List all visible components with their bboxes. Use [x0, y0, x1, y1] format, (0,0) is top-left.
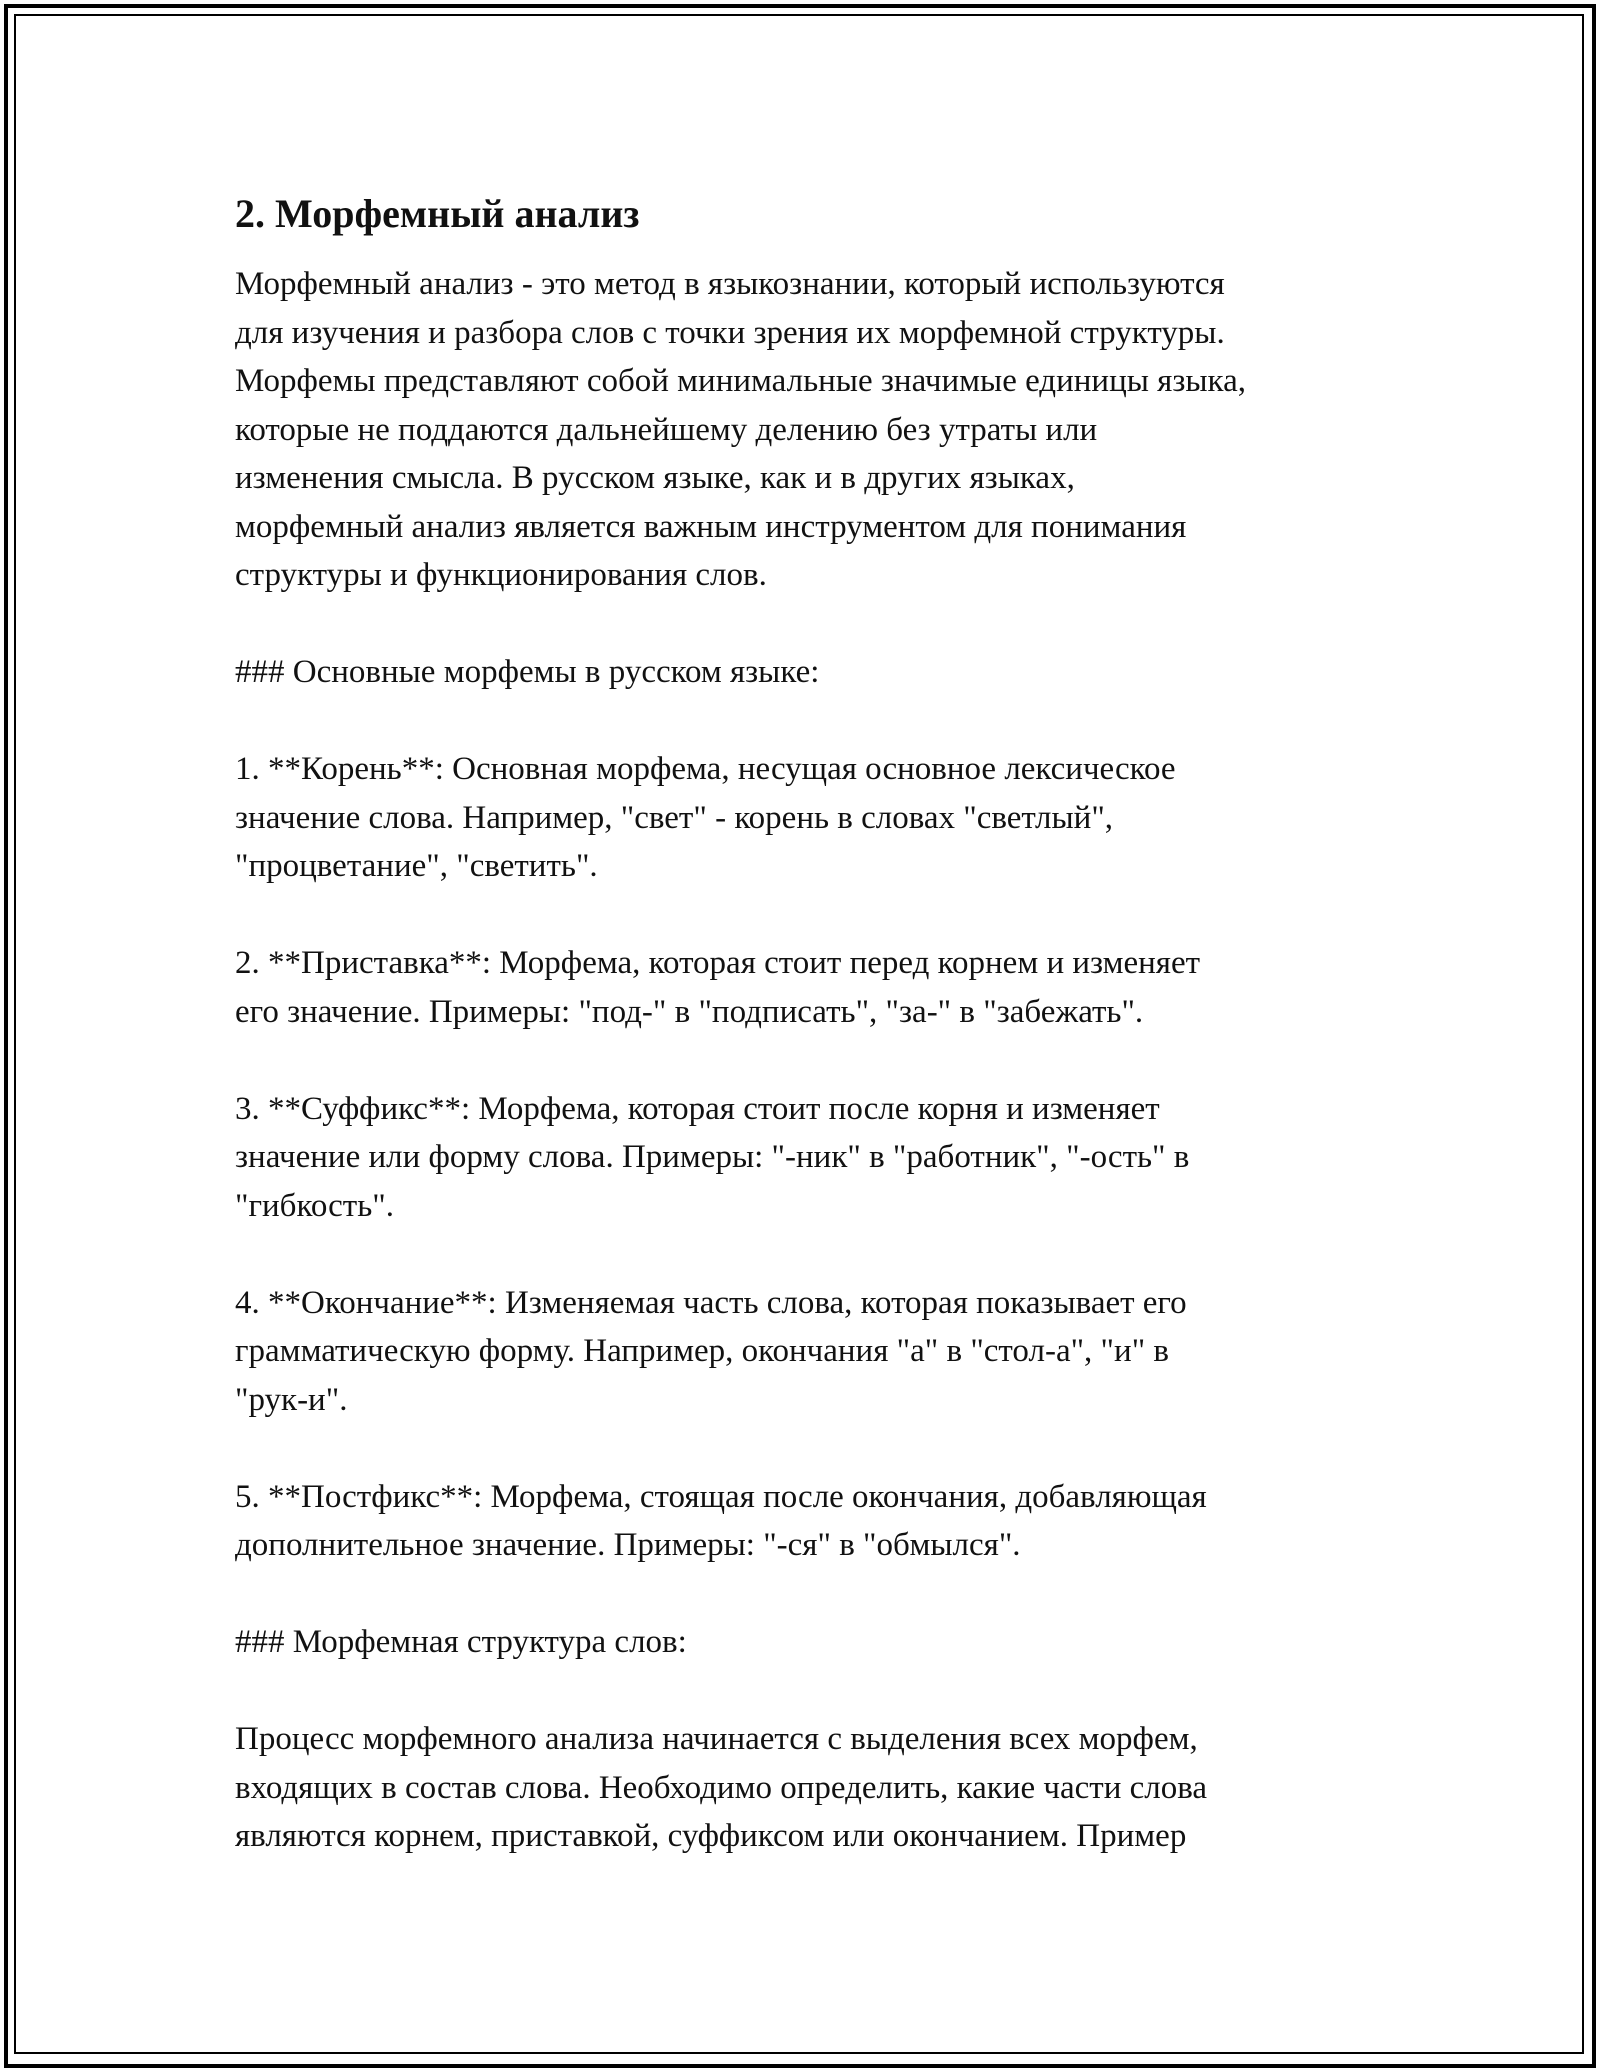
document-body: [235, 190, 1385, 1861]
text-line: "гибкость".: [235, 1187, 394, 1224]
text-line: входящих в состав слова. Необходимо определить, какие части слова: [235, 1769, 1208, 1806]
list-item-postfix: [235, 1473, 1385, 1570]
section-heading-structure: ### Морфемная структура слов:: [235, 1624, 687, 1660]
text-line: для изучения и разбора слов с точки зрения их морфемной структуры.: [235, 314, 1225, 351]
list-item-ending: [235, 1279, 1385, 1425]
list-item-root: [235, 745, 1385, 891]
closing-paragraph: [235, 1715, 1385, 1861]
list-item-suffix: [235, 1085, 1385, 1231]
text-line: Процесс морфемного анализа начинается с выделения всех морфем,: [235, 1721, 1198, 1757]
text-line: значение слова. Например, "свет" - корень в словах "светлый",: [235, 799, 1114, 836]
page-title: 2. Морфемный анализ: [235, 191, 640, 236]
text-line: изменения смысла. В русском языке, как и в других языках,: [235, 460, 1075, 496]
text-line: которые не поддаются дальнейшему делению без утраты или: [235, 411, 1098, 448]
text-line: 4. **Окончание**: Изменяемая часть слова, которая показывает его: [235, 1284, 1187, 1321]
text-line: грамматическую форму. Например, окончания "а" в "стол-а", "и" в: [235, 1333, 1169, 1369]
text-line: Морфемы представляют собой минимальные значимые единицы языка,: [235, 363, 1246, 399]
text-line: 1. **Корень**: Основная морфема, несущая основное лексическое: [235, 751, 1176, 787]
text-line: 3. **Суффикс**: Морфема, которая стоит после корня и изменяет: [235, 1090, 1160, 1127]
text-line: дополнительное значение. Примеры: "-ся" в "обмылся".: [235, 1527, 1021, 1563]
text-line: являются корнем, приставкой, суффиксом или окончанием. Пример: [235, 1818, 1187, 1854]
text-line: структуры и функционирования слов.: [235, 557, 767, 593]
list-item-prefix: [235, 939, 1385, 1036]
intro-paragraph: [235, 260, 1385, 600]
text-line: "рук-и".: [235, 1381, 348, 1418]
text-line: его значение. Примеры: "под-" в "подписать", "за-" в "забежать".: [235, 993, 1144, 1030]
text-line: 2. **Приставка**: Морфема, которая стоит перед корнем и изменяет: [235, 945, 1201, 981]
text-line: Морфемный анализ - это метод в языкознании, который используются: [235, 266, 1225, 302]
text-line: морфемный анализ является важным инструментом для понимания: [235, 508, 1187, 545]
section-heading-morphemes: ### Основные морфемы в русском языке:: [235, 654, 820, 690]
text-line: 5. **Постфикс**: Морфема, стоящая после окончания, добавляющая: [235, 1478, 1207, 1515]
text-line: "процветание", "светить".: [235, 848, 598, 884]
text-line: значение или форму слова. Примеры: "-ник" в "работник", "-ость" в: [235, 1139, 1190, 1175]
